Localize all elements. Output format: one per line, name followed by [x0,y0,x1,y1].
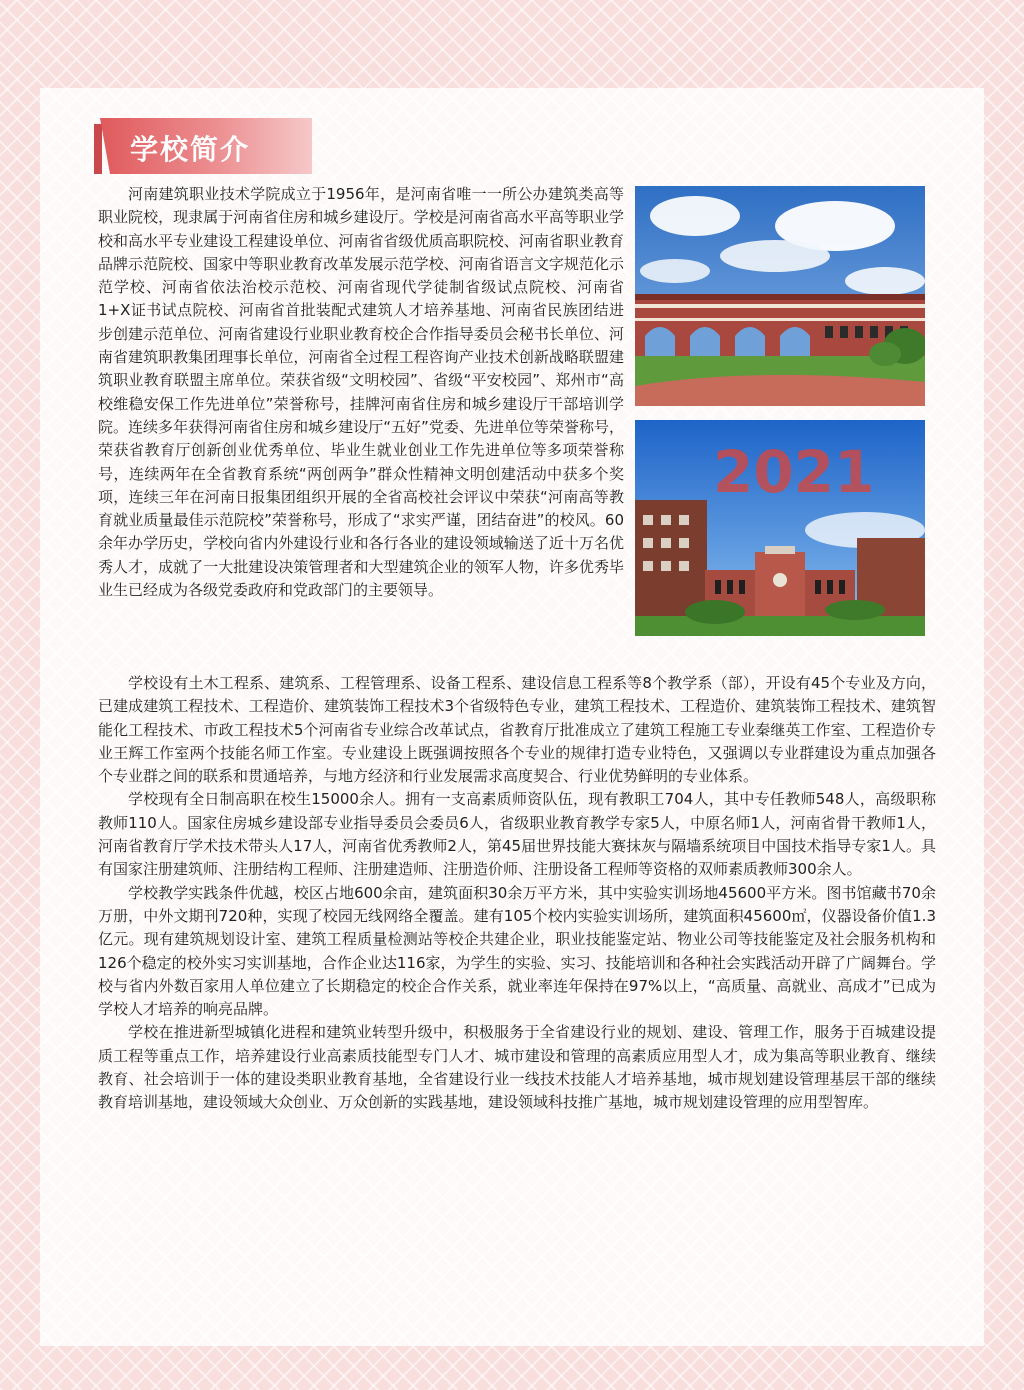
paragraph-service: 学校在推进新型城镇化进程和建筑业转型升级中，积极服务于全省建设行业的规划、建设、管理工作，服务于百城建设提质工程等重点工作，培养建设行业高素质技能型专门人才、城市建设和管理的高素质应用型人才，成为集高等职业教育、继续教育、社会培训于一体的建设类职业教育基地，全省建设行业一线技术技能人才培养基地，城市规划建设管理基层干部的继续教育培训基地，建设领域大众创业、万众创新的实践基地，建设领域科技推广基地，城市规划建设管理的应用型智库。 [98,1023,936,1112]
body-text [98,672,936,1115]
main-building-image [635,420,925,636]
title-banner-accent [94,124,102,174]
intro-paragraph [98,183,624,602]
year-overlay: 2021 [713,438,875,506]
paragraph-history: 河南建筑职业技术学院成立于1956年，是河南省唯一一所公办建筑类高等职业院校，现隶属于河南省住房和城乡建设厅。学校是河南省高水平高等职业学校和高水平专业建设工程建设单位、河南省省级优质高职院校、河南省职业教育品牌示范院校、国家中等职业教育改革发展示范学校、河南省语言文字规范化示范学校、河南省依法治校示范校、河南省现代学徒制省级试点院校、河南省1+X证书试点院校、河南省首批装配式建筑人才培养基地、河南省民族团结进步创建示范单位、河南省建设行业职业教育校企合作指导委员会秘书长单位、河南省建筑职教集团理事长单位，河南省全过程工程咨询产业技术创新战略联盟建筑职业教育联盟主席单位。荣获省级“文明校园”、省级“平安校园”、郑州市“高校维稳安保工作先进单位”荣誉称号，挂牌河南省住房和城乡建设厅干部培训学院。连续多年获得河南省住房和城乡建设厅“五好”党委、先进单位等荣誉称号，荣获省教育厅创新创业优秀单位、毕业生就业创业工作先进单位等多项荣誉称号，连续两年在全省教育系统“两创两争”群众性精神文明创建活动中获多个奖项，连续三年在河南日报集团组织开展的全省高校社会评议中荣获“河南高等教育就业质量最佳示范院校”荣誉称号，形成了“求实严谨，团结奋进”的校风。60余年办学历史，学校向省内外建设行业和各行各业的建设领域输送了近十万名优秀人才，成就了一大批建设决策管理者和大型建筑企业的领军人物，许多优秀毕业生已经成为各级党委政府和党政部门的主要领导。 [98,185,624,600]
section-title-banner [100,118,312,174]
campus-photo-main-building [635,420,925,636]
section-title: 学校简介 [130,133,251,166]
campus-photo-arcade [635,186,925,406]
paragraph-faculty: 学校现有全日制高职在校生15000余人。拥有一支高素质师资队伍，现有教职工704人，其中专任教师548人，高级职称教师110人。国家住房城乡建设部专业指导委员会委员6人，省级职业教育教学专家5人，中原名师1人，河南省骨干教师1人，河南省教育厅学术技术带头人17人，河南省优秀教师2人，第45届世界技能大赛抹灰与隔墙系统项目中国技术指导专家1人。具有国家注册建筑师、注册结构工程师、注册建造师、注册造价师、注册设备工程师等资格的双师素质教师300余人。 [98,790,936,879]
paragraph-facilities: 学校教学实践条件优越，校区占地600余亩，建筑面积30余万平方米，其中实验实训场地45600平方米。图书馆藏书70余万册，中外文期刊720种，实现了校园无线网络全覆盖。建有105个校内实验实训场所，建筑面积45600㎡，仪器设备价值1.3亿元。现有建筑规划设计室、建筑工程质量检测站等校企共建企业，职业技能鉴定站、物业公司等技能鉴定及社会服务机构和126个稳定的校外实习实训基地，合作企业达116家，为学生的实验、实习、技能培训和各种社会实践活动开辟了广阔舞台。学校与省内外数百家用人单位建立了长期稳定的校企合作关系，就业率连年保持在97%以上，“高质量、高就业、高成才”已成为学校人才培养的响亮品牌。 [98,883,936,1019]
campus-arcade-image [635,186,925,406]
paragraph-departments: 学校设有土木工程系、建筑系、工程管理系、设备工程系、建设信息工程系等8个教学系（部），开设有45个专业及方向，已建成建筑工程技术、工程造价、建筑装饰工程技术3个省级特色专业，建筑工程技术、工程造价、建筑装饰工程技术、建筑智能化工程技术、市政工程技术5个河南省专业综合改革试点，省教育厅批准成立了建筑工程施工专业秦继英工作室、工程造价专业王辉工作室两个技能名师工作室。专业建设上既强调按照各个专业的规律打造专业特色，又强调以专业群建设为重点加强各个专业群之间的联系和贯通培养，与地方经济和行业发展需求高度契合、行业优势鲜明的专业体系。 [98,674,936,786]
